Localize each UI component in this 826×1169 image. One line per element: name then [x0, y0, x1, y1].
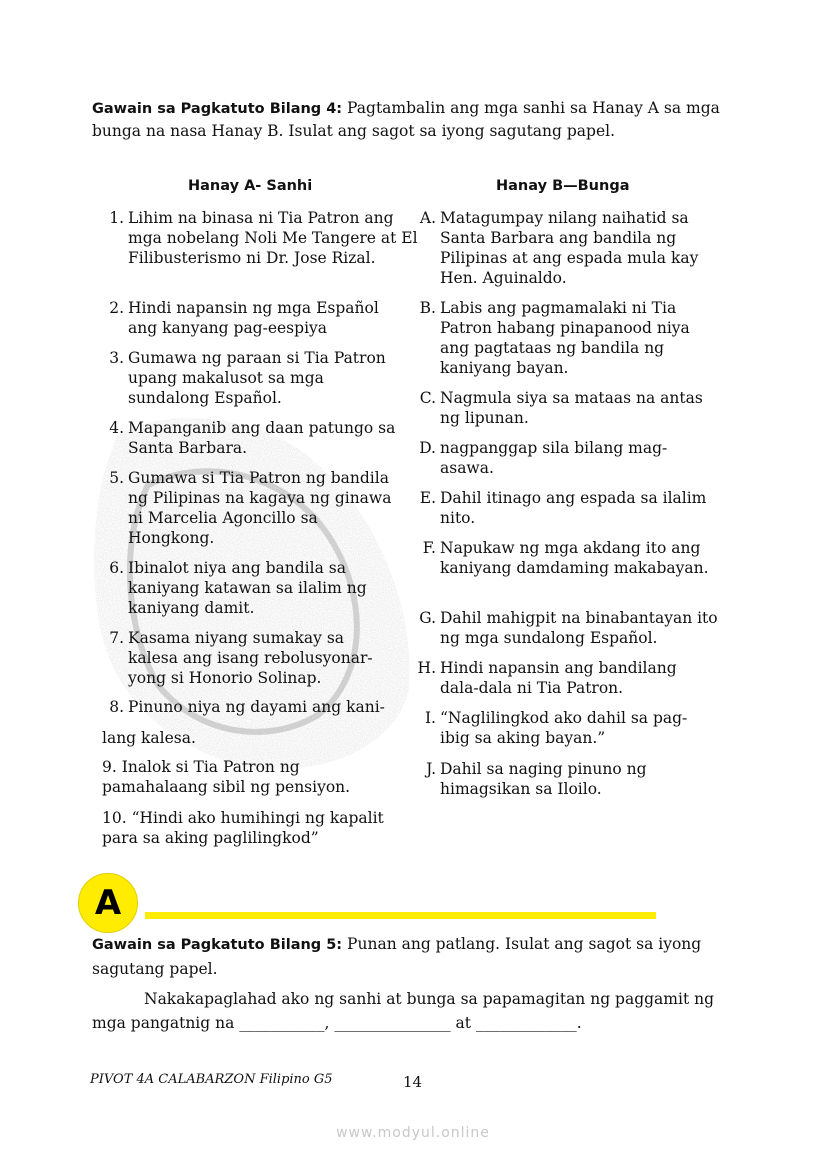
- list-item: 10. “Hindi ako humihingi ng kapalit para sa aking paglilingkod”: [102, 809, 384, 847]
- item-continuation: lang kalesa.: [102, 729, 196, 747]
- item-text: Ibinalot niya ang bandila sa kaniyang katawan sa ilalim ng kaniyang damit.: [128, 559, 367, 617]
- watermark-text: www.modyul.online: [336, 1125, 490, 1141]
- list-item: [414, 208, 734, 288]
- item-text: “Naglilingkod ako dahil sa pag-ibig sa aking bayan.”: [440, 709, 688, 747]
- item-letter: I.: [424, 709, 436, 727]
- item-number: 6.: [109, 559, 124, 577]
- item-letter: A.: [419, 209, 436, 227]
- item-text: Gumawa ng paraan si Tia Patron upang makalusot sa mga sundalong Español.: [128, 349, 386, 407]
- list-item: [414, 538, 734, 598]
- item-letter: J.: [426, 760, 436, 778]
- item-number: 2.: [109, 299, 124, 317]
- item-text: Napukaw ng mga akdang ito ang kaniyang damdaming makabayan.: [440, 539, 709, 577]
- item-text: Hindi napansin ng mga Español ang kanyang pag-eespiya: [128, 299, 379, 337]
- item-number: 8.: [109, 698, 124, 716]
- gawain-5-label: Gawain sa Pagkatuto Bilang 5:: [92, 937, 343, 953]
- item-number: 7.: [109, 629, 124, 647]
- list-item: [102, 628, 412, 688]
- item-letter: E.: [419, 489, 436, 507]
- item-letter: B.: [419, 299, 436, 317]
- gawain-4-text: Pagtambalin ang mga sanhi sa Hanay A sa mga bunga na nasa Hanay B. Isulat ang sagot sa iyong sagutang papel.: [92, 99, 720, 140]
- instruction-gawain-5: [92, 932, 752, 981]
- list-item: [102, 697, 412, 717]
- list-item: [414, 488, 734, 528]
- hanay-a-title: Hanay A- Sanhi: [188, 178, 313, 194]
- item-text: Matagumpay nilang naihatid sa Santa Barbara ang bandila ng Pilipinas at ang espada mula kay Hen. Aguinaldo.: [440, 209, 699, 287]
- item-letter: G.: [419, 609, 436, 627]
- item-letter: F.: [422, 539, 436, 557]
- item-text: Lihim na binasa ni Tia Patron ang mga nobelang Noli Me Tangere at El Filibusterismo ni Dr. Jose Rizal.: [128, 209, 418, 267]
- section-badge: [78, 873, 138, 933]
- section-divider-bar: [145, 912, 656, 919]
- item-text: nagpanggap sila bilang mag-asawa.: [440, 439, 668, 477]
- section-badge-letter: A: [94, 883, 122, 923]
- item-text: Gumawa si Tia Patron ng bandila ng Pilipinas na kagaya ng ginawa ni Marcelia Agoncillo sa Hongkong.: [128, 469, 392, 547]
- item-text: Dahil itinago ang espada sa ilalim nito.: [440, 489, 707, 527]
- item-text: Labis ang pagmamalaki ni Tia Patron habang pinapanood niya ang pagtataas ng bandila ng kaniyang bayan.: [440, 299, 690, 377]
- item-text: Kasama niyang sumakay sa kalesa ang isang rebolusyonar-yong si Honorio Solinap.: [128, 629, 373, 687]
- item-text: Mapanganib ang daan patungo sa Santa Barbara.: [128, 419, 396, 457]
- list-item: [102, 298, 412, 338]
- instruction-gawain-4: [92, 97, 752, 142]
- gawain-5-text: Punan ang patlang. Isulat ang sagot sa iyong sagutang papel.: [92, 935, 702, 978]
- page-footer: PIVOT 4A CALABARZON Filipino G5: [90, 1072, 333, 1087]
- item-number: 5.: [109, 469, 124, 487]
- item-number: 1.: [109, 209, 124, 227]
- list-item: [102, 348, 412, 408]
- item-number: 4.: [109, 419, 124, 437]
- list-item: [102, 558, 412, 618]
- item-text: Nagmula siya sa mataas na antas ng lipunan.: [440, 389, 703, 427]
- list-item: 9. Inalok si Tia Patron ng pamahalaang sibil ng pensiyon.: [102, 758, 351, 796]
- gawain-4-label: Gawain sa Pagkatuto Bilang 4:: [92, 101, 343, 117]
- item-text: Dahil sa naging pinuno ng himagsikan sa Iloilo.: [440, 760, 647, 798]
- item-letter: H.: [417, 659, 436, 677]
- list-item: [414, 759, 734, 799]
- list-item: [414, 658, 734, 698]
- list-item: [414, 388, 734, 428]
- list-item: [414, 438, 734, 478]
- item-letter: C.: [419, 389, 436, 407]
- item-text: Hindi napansin ang bandilang dala-dala ni Tia Patron.: [440, 659, 677, 697]
- item-text: Dahil mahigpit na binabantayan ito ng mga sundalong Español.: [440, 609, 718, 647]
- list-item: [102, 208, 418, 288]
- list-item: [414, 298, 734, 378]
- list-item: [102, 418, 412, 458]
- item-text: Pinuno niya ng dayami ang kani-: [128, 698, 385, 716]
- item-letter: D.: [419, 439, 436, 457]
- hanay-b-title: Hanay B—Bunga: [496, 178, 630, 194]
- list-item: [102, 468, 412, 548]
- page-number: 14: [403, 1073, 423, 1091]
- list-item: [414, 608, 734, 648]
- item-number: 3.: [109, 349, 124, 367]
- list-item: [414, 708, 734, 748]
- fill-in-paragraph: Nakakapaglahad ako ng sanhi at bunga sa papamagitan ng paggamit ng mga pangatnig na ___________, _______________ at _____________.: [92, 990, 715, 1032]
